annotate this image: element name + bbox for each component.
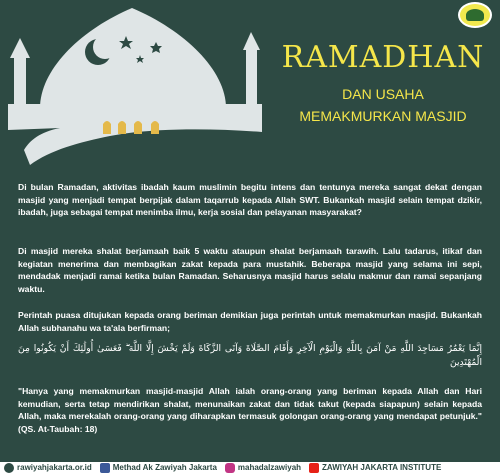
footer-bar bbox=[0, 462, 500, 473]
footer-youtube[interactable] bbox=[309, 463, 441, 473]
mosque-dome bbox=[40, 8, 226, 108]
youtube-icon bbox=[309, 463, 319, 473]
footer-website-label: rawiyahjakarta.or.id bbox=[17, 462, 92, 472]
quran-verse-translation: "Hanya yang memakmurkan masjid-masjid Allah ialah orang-orang yang beriman kepada Allah dan Hari kemudian, serta tetap mendirikan shalat, menunaikan zakat dan tidak takut (kepada siapapun) selain kepada Allah, maka merekalah orang-orang yang diharapkan termasuk golongan orang-orang yang mendapat petunjuk."(QS. At-Taubah: 18) bbox=[18, 386, 482, 434]
mosque-window bbox=[134, 121, 142, 134]
footer-instagram[interactable] bbox=[225, 463, 301, 473]
instagram-icon bbox=[225, 463, 235, 473]
page-title: RAMADHAN bbox=[281, 40, 485, 75]
footer-instagram-label: mahadalzawiyah bbox=[237, 462, 302, 472]
paragraph-command: Perintah puasa ditujukan kepada orang beriman demikian juga perintah untuk memakmurkan masjid. Bukankah Allah subhanahu wa ta'ala berfirman; bbox=[18, 310, 482, 333]
facebook-icon bbox=[100, 463, 110, 473]
mosque-window bbox=[103, 121, 111, 134]
minaret-right-top bbox=[243, 32, 260, 50]
quran-verse-arabic: إِنَّمَا يَعْمُرُ مَسَاجِدَ اللَّهِ مَنْ آمَنَ بِاللَّهِ وَالْيَوْمِ الْآخِرِ وَأَقَامَ الصَّلَاةَ وَآتَى الزَّكَاةَ وَلَمْ يَخْشَ إِلَّا اللَّهَ ۖ فَعَسَىٰ أُولَٰئِكَ أَنْ يَكُونُوا مِنَ الْمُهْتَدِينَ bbox=[18, 343, 482, 368]
paragraph-activities: Di masjid mereka shalat berjamaah baik 5 waktu ataupun shalat berjamaah tarawih. Lalu tadarus, itikaf dan kegiatan menerima dan membagikan zakat kepada para mustahik. Beberapa masjid yang selama ini sepi, mendadak menjadi ramai ketika bulan Ramadan. Seharusnya masjid harus selalu makmur dan ramai sepanjang waktu. bbox=[18, 246, 482, 294]
footer-website[interactable] bbox=[4, 463, 92, 473]
mosque-window bbox=[118, 121, 126, 134]
mosque-base bbox=[8, 104, 262, 165]
mosque-window bbox=[151, 121, 159, 134]
footer-facebook[interactable] bbox=[100, 463, 217, 473]
footer-facebook-label: Methad Ak Zawiyah Jakarta bbox=[112, 462, 217, 472]
mosque-illustration bbox=[0, 0, 270, 175]
subtitle-line-2: MEMAKMURKAN MASJID bbox=[299, 108, 467, 124]
minaret-left-top bbox=[10, 38, 30, 58]
footer-youtube-label: ZAWIYAH JAKARTA INSTITUTE bbox=[322, 462, 442, 472]
globe-icon bbox=[4, 463, 14, 473]
subtitle-line-1: DAN USAHA bbox=[342, 86, 424, 102]
paragraph-intro: Di bulan Ramadan, aktivitas ibadah kaum muslimin begitu intens dan tentunya mereka sangat dekat dengan masjid yang menjadi tempat berpijak dalam taqarrub kepada Allah SWT. Bukankah masjid selain tempat dzikir, ibadah, juga sebagai tempat menimba ilmu, kerja sosial dan pelayanan masyarakat? bbox=[18, 182, 482, 218]
institution-logo bbox=[458, 2, 492, 28]
